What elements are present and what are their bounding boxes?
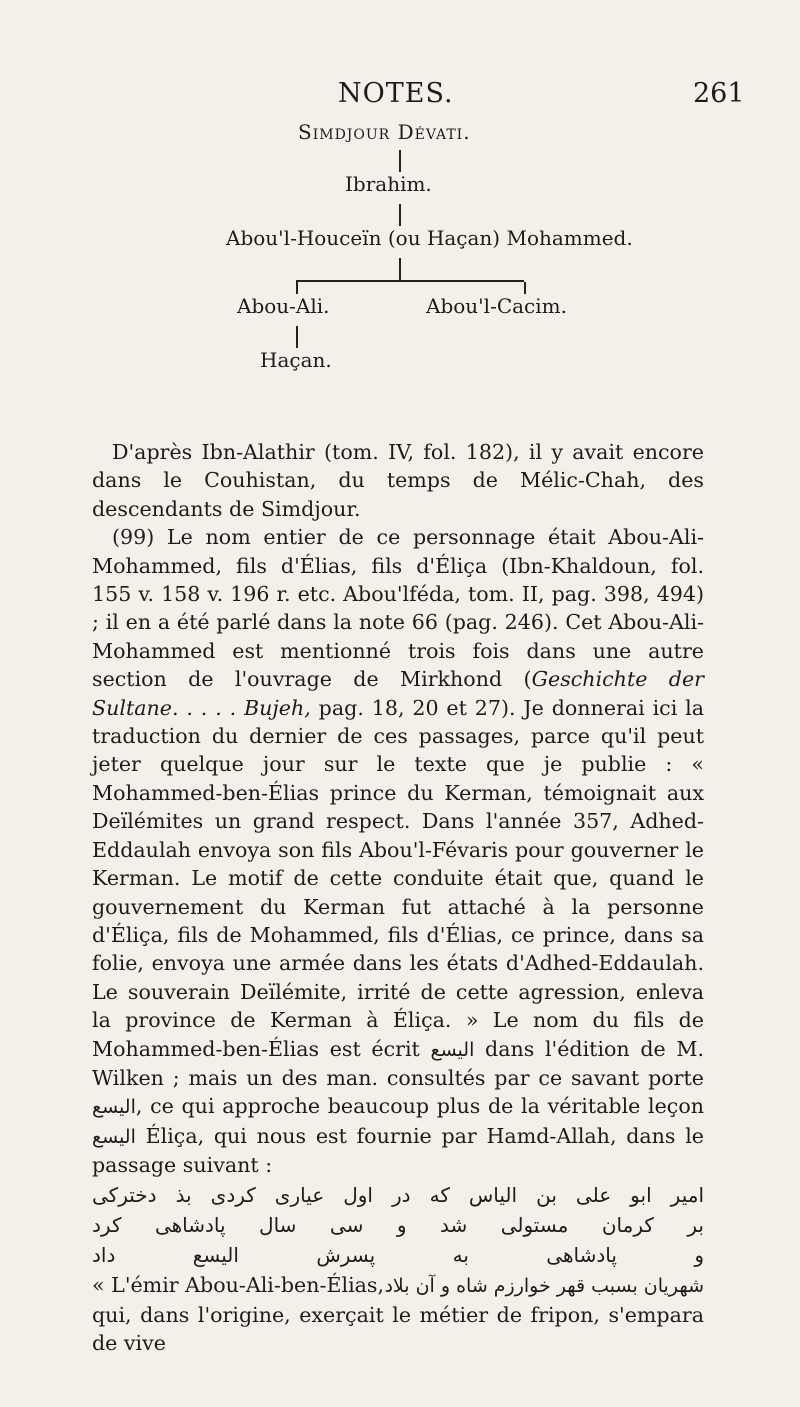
paragraph-ibn-alathir: D'après Ibn-Alathir (tom. IV, fol. 182), il y avait encore dans le Couhistan, du temps de Mélic-Chah, des descendants de Simdjour.	[92, 440, 704, 521]
tree-connector	[399, 150, 401, 172]
tree-connector	[399, 258, 401, 280]
cited-work-title: Geschichte der Sultane. . . . . Bujeh,	[92, 667, 704, 720]
note-99-text-cont: pag. 18, 20 et 27). Je donnerai ici la traduction du dernier de ces passages, parce qu'il peut jeter quelque jour sur le texte que je publie : « Mohammed-ben-Élias prince du Kerman, témoignait aux Deïlémites un grand respect. Dans l'année 357, Adhed-Eddaulah envoya son fils Abou'l-Févaris pour gouverner le Kerman. Le motif de cette conduite était que, quand le gouvernement du Kerman fut attaché à la personne d'Éliça, fils de Mohammed, fils d'Élias, ce prince, dans sa folie, envoya une armée dans les états d'Adhed-Eddaulah. Le souverain Deïlémite, irrité de cette agression, enleva la province de Kerman à Éliça. » Le nom du fils de Mohammed-ben-Élias est écrit	[92, 695, 705, 1061]
running-title: NOTES.	[338, 78, 454, 109]
arabic-line: امیر ابو علی بن الیاس که در اول عیاری کردی بذ دخترکی	[92, 1182, 704, 1207]
arabic-word: اليسع	[92, 1096, 136, 1119]
mixed-line	[92, 1270, 704, 1301]
note-99-text-cont: , ce qui approche beaucoup plus de la véritable leçon	[135, 1094, 704, 1119]
arabic-word: اليسع	[92, 1125, 136, 1148]
arabic-quotation	[92, 1180, 704, 1301]
genealogy-tree	[0, 118, 800, 408]
page-number: 261	[693, 78, 745, 109]
genealogy-abou-l-cacim: Abou'l-Cacim.	[426, 294, 567, 318]
genealogy-title: Simdjour Dévati.	[298, 120, 471, 144]
tree-branch-bar	[296, 280, 524, 282]
note-99-text-cont: dans l'édition de M. Wilken ; mais un des man. consultés par ce savant porte	[92, 1036, 704, 1090]
tree-connector	[399, 204, 401, 226]
page-header	[0, 78, 800, 108]
notes-body	[92, 438, 704, 1357]
genealogy-abou-ali: Abou-Ali.	[237, 294, 330, 318]
genealogy-ibrahim: Ibrahim.	[345, 172, 432, 196]
tree-connector	[524, 282, 526, 294]
translation-start: « L'émir Abou-Ali-ben-Élias,	[92, 1272, 385, 1297]
note-99	[92, 523, 704, 1179]
translation-continued: qui, dans l'origine, exerçait le métier de fripon, s'empara de vive	[92, 1302, 704, 1355]
tree-connector	[296, 282, 298, 294]
arabic-line: و پادشاهی به پسرش الیسع داد	[92, 1242, 704, 1267]
genealogy-hacan: Haçan.	[260, 348, 332, 372]
tree-connector	[296, 326, 298, 348]
note-99-text: (99) Le nom entier de ce personnage était Abou-Ali-Mohammed, fils d'Élias, fils d'Éliça (Ibn-Khaldoun, fol. 155 v. 158 v. 196 r. etc. Abou'lféda, tom. II, pag. 398, 494) ; il en a été parlé dans la note 66 (pag. 246). Cet Abou-Ali-Mohammed est mentionné trois fois dans une autre section de l'ouvrage de Mirkhond (	[92, 525, 704, 692]
genealogy-abou-l-houcein: Abou'l-Houceïn (ou Haçan) Mohammed.	[226, 226, 633, 250]
arabic-word: اليسع	[430, 1038, 475, 1061]
arabic-line: شهریان بسبب قهر خوارزم شاه و آن بلاد	[384, 1274, 704, 1297]
note-99-text-cont: Éliça, qui nous est fournie par Hamd-Allah, dans le passage suivant :	[92, 1123, 704, 1178]
arabic-line: بر کرمان مستولی شد و سی سال پادشاهی کرد	[92, 1212, 704, 1237]
